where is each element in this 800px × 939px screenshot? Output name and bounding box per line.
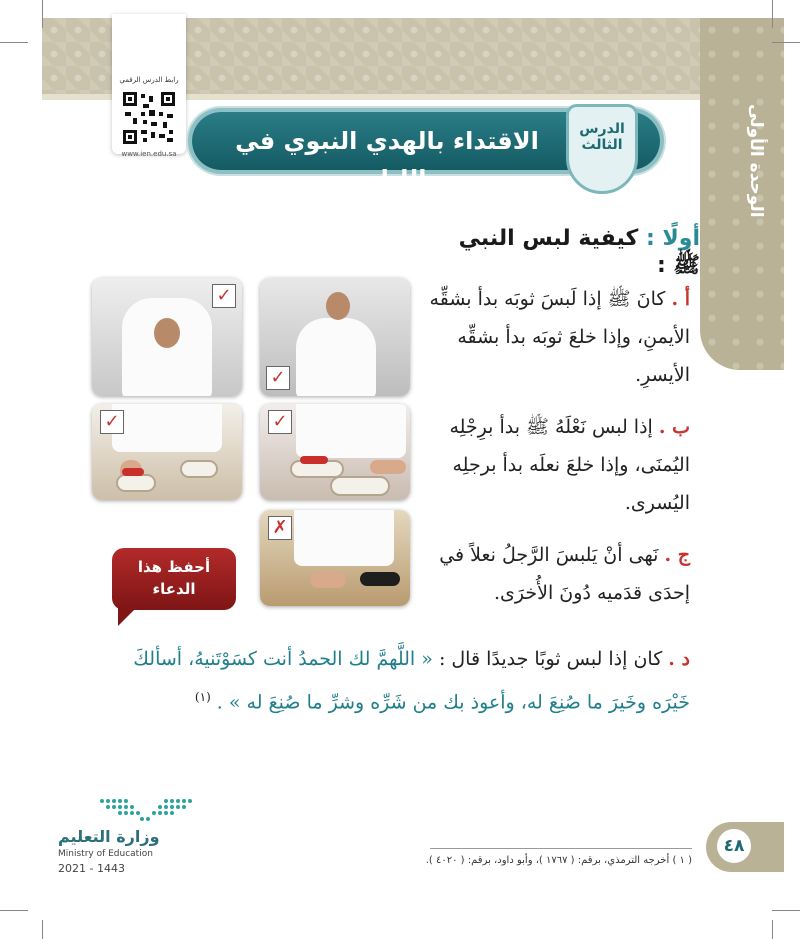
ministry-logo-icon bbox=[98, 795, 194, 821]
unit-label: الوحدة الأولى bbox=[746, 104, 766, 218]
paragraph-d bbox=[106, 640, 690, 721]
qr-url[interactable]: www.ien.edu.sa bbox=[121, 150, 177, 158]
callout-line1: أحفظ هذا bbox=[137, 558, 211, 576]
garment-shape bbox=[112, 404, 222, 452]
foot-shape bbox=[370, 460, 406, 474]
crop-mark bbox=[0, 42, 28, 43]
crop-mark bbox=[42, 0, 43, 28]
sandal-shape bbox=[330, 476, 390, 496]
photo-single-sandal-forbidden bbox=[260, 510, 410, 606]
black-sandal-shape bbox=[360, 572, 400, 586]
footnote-ref: (١) bbox=[194, 690, 211, 704]
check-mark-icon: ✓ bbox=[268, 410, 292, 434]
head-shape bbox=[154, 318, 180, 348]
garment-shape bbox=[296, 318, 376, 396]
photo-wearing-sandal-right bbox=[260, 404, 410, 500]
crop-mark bbox=[772, 0, 773, 28]
paragraph-c-text: نَهى أنْ يَلبسَ الرَّجلُ نعلاً في إحدَى قدَميه دُونَ الأُخرَى. bbox=[439, 544, 690, 604]
qr-code-icon[interactable] bbox=[121, 90, 177, 146]
paragraph-a-letter: أ . bbox=[671, 288, 690, 310]
ministry-name-en: Ministry of Education bbox=[58, 849, 153, 859]
callout-line2: الدعاء bbox=[152, 580, 196, 598]
paragraph-b-text: إذا لبس نَعْلَهُ ﷺ بدأ برِجْلِه اليُمنَى، وإذا خلعَ نعلَه بدأ برجلِه اليُسرى. bbox=[449, 416, 690, 514]
footnote: ( ١ ) أخرجه الترمذي، برقم: ( ١٧٦٧ )، وأبو داود، برقم: ( ٤٠٢٠ ). bbox=[425, 855, 692, 866]
section-number: أولًا : bbox=[645, 226, 700, 251]
crop-mark bbox=[0, 910, 28, 911]
qr-caption: رابط الدرس الرقمي bbox=[119, 76, 179, 84]
garment-shape bbox=[296, 404, 406, 458]
photo-removing-garment-left bbox=[92, 278, 242, 396]
qr-card[interactable] bbox=[112, 14, 186, 158]
check-mark-icon: ✓ bbox=[212, 284, 236, 308]
lesson-tag-line1: الدرس bbox=[579, 121, 625, 137]
cross-mark-icon: ✗ bbox=[268, 516, 292, 540]
paragraph-a-text: كانَ ﷺ إذا لَبسَ ثوبَه بدأ بشقِّه الأيمنِ، وإذا خلعَ ثوبَه بدأ بشقِّه الأيسرِ. bbox=[429, 288, 690, 386]
page-number: ٤٨ bbox=[714, 826, 754, 866]
callout-tail bbox=[118, 606, 138, 626]
footnote-divider bbox=[430, 848, 692, 849]
paragraph-c-letter: ج . bbox=[664, 544, 690, 566]
check-mark-icon: ✓ bbox=[266, 366, 290, 390]
check-mark-icon: ✓ bbox=[100, 410, 124, 434]
lesson-tag bbox=[566, 104, 638, 194]
section-title: كيفية لبس النبي ﷺ : bbox=[458, 226, 700, 278]
crop-mark bbox=[772, 910, 800, 911]
paragraph-b-letter: ب . bbox=[658, 416, 690, 438]
crop-mark bbox=[772, 920, 773, 939]
edition-year: 2021 - 1443 bbox=[58, 862, 125, 875]
sandal-shape bbox=[116, 474, 156, 492]
ministry-name-ar: وزارة التعليم bbox=[58, 827, 160, 846]
foot-shape bbox=[310, 572, 346, 588]
sandal-strap bbox=[122, 468, 144, 476]
paragraph-b bbox=[420, 408, 690, 522]
photo-removing-sandal-left bbox=[92, 404, 242, 500]
paragraph-d-letter: د . bbox=[668, 648, 690, 670]
sandal-strap bbox=[300, 456, 328, 464]
photo-wearing-garment-right bbox=[260, 278, 410, 396]
paragraph-c bbox=[420, 536, 690, 612]
sandal-shape bbox=[180, 460, 218, 478]
crop-mark bbox=[772, 42, 800, 43]
garment-shape bbox=[294, 510, 394, 566]
section-heading bbox=[440, 226, 700, 283]
head-shape bbox=[326, 292, 350, 320]
lesson-tag-line2: الثالث bbox=[581, 137, 623, 153]
dua-text: « اللَّهمَّ لك الحمدُ أنت كسَوْتَنيهُ، أسألكَ خَيْرَه وخَيرَ ما صُنِعَ له، وأعوذ بك من شَرِّه وشرِّ ما صُنِعَ له » . bbox=[133, 648, 690, 714]
paragraph-d-intro: كان إذا لبس ثوبًا جديدًا قال : bbox=[438, 648, 663, 670]
lesson-title: الاقتداء بالهدي النبوي في اللباس bbox=[235, 127, 539, 193]
crop-mark bbox=[42, 920, 43, 939]
page-number-tab bbox=[706, 822, 784, 872]
memorize-callout bbox=[112, 548, 236, 610]
paragraph-a bbox=[420, 280, 690, 394]
